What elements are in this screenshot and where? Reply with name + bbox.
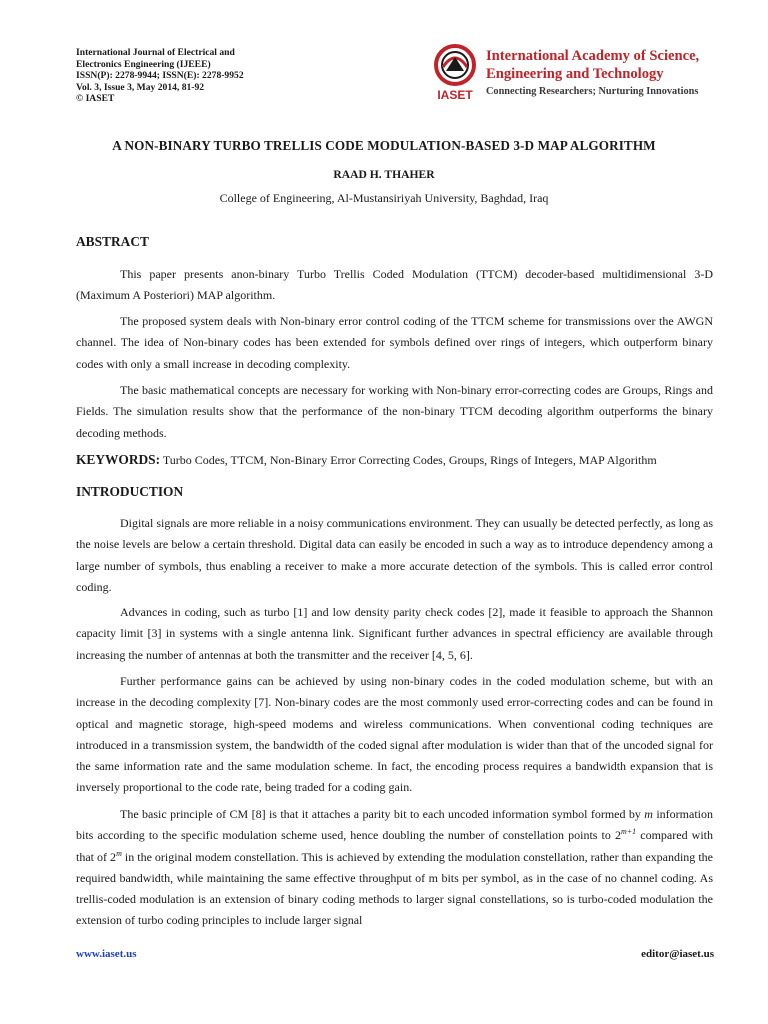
journal-info — [76, 47, 376, 105]
keywords-list: Turbo Codes, TTCM, Non-Binary Error Correcting Codes, Groups, Rings of Integers, MAP Algorithm — [160, 453, 657, 467]
intro-p4-part-b: information bits according to the specific modulation scheme used, hence doubling the number of constellation points to 2 — [76, 807, 713, 843]
footer-email: editor@iaset.us — [641, 948, 714, 960]
paper-title: A NON-BINARY TURBO TRELLIS CODE MODULATION-BASED 3-D MAP ALGORITHM — [112, 138, 656, 153]
intro-p4-part-c: compared with that of 2 — [76, 828, 713, 864]
iaset-emblem-icon — [426, 43, 484, 103]
intro-paragraph-4 — [76, 804, 713, 932]
author-name: RAAD H. THAHER — [333, 168, 435, 181]
emblem-text: IASET — [437, 88, 473, 102]
journal-volume: Vol. 3, Issue 3, May 2014, 81-92 — [76, 81, 205, 93]
abstract-paragraph-3: The basic mathematical concepts are necessary for working with Non-binary error-correcting codes are Groups, Rings and Fields. The simulation results show that the performance of the non-binary TTCM decoding algorithm outperforms the binary decoding methods. — [76, 383, 713, 440]
intro-p4-exponent-2: m — [116, 848, 122, 858]
publisher-name-line1: International Academy of Science, — [486, 48, 700, 64]
intro-p4-part-a: The basic principle of CM [8] is that it attaches a parity bit to each uncoded information symbol formed by — [120, 807, 645, 821]
introduction-heading: INTRODUCTION — [76, 484, 184, 499]
abstract-paragraph-2: The proposed system deals with Non-binary error control coding of the TTCM scheme for transmissions over the AWGN channel. The idea of Non-binary codes has been extended for symbols defined over rings of integers, which outperform binary codes with only a small increase in decoding complexity. — [76, 314, 713, 371]
intro-p4-exponent-1: m+1 — [620, 827, 637, 837]
keywords — [76, 452, 736, 468]
publisher-tagline: Connecting Researchers; Nurturing Innovations — [486, 86, 699, 97]
footer-website-link[interactable]: www.iaset.us — [76, 948, 137, 960]
intro-p4-variable-m: m — [644, 807, 653, 821]
intro-p4-part-d: in the original modem constellation. This is achieved by extending the modulation constellation, rather than expanding the required bandwidth, while maintaining the same effective throughput of m bits per symbol, as in the case of no channel coding. As trellis-coded modulation is an extension of binary coding methods to larger signal constellations, so is turbo-coded modulation the extension of turbo coding principles to include larger signal — [76, 849, 713, 928]
intro-paragraph-1: Digital signals are more reliable in a noisy communications environment. They can usually be detected perfectly, as long as the noise levels are below a certain threshold. Digital data can easily be encoded in such a way as to introduce dependency among a large number of symbols, thus enabling a receiver to make a more accurate detection of the symbols. This is called error control coding. — [76, 516, 713, 594]
publisher-name-line2: Engineering and Technology — [486, 66, 664, 82]
journal-name-line1: International Journal of Electrical and — [76, 47, 235, 58]
journal-copyright: © IASET — [76, 93, 115, 105]
keywords-label: KEYWORDS: — [76, 452, 161, 467]
publisher-logo — [426, 43, 726, 109]
intro-paragraph-3: Further performance gains can be achieved by using non-binary codes in the coded modulation scheme, but with an increase in the decoding complexity [7]. Non-binary codes are the most commonly used error-correcting codes and can be found in optical and magnetic storage, high-speed modems and wireless communications. When conventional coding techniques are introduced in a transmission system, the bandwidth of the coded signal after modulation is wider than that of the uncoded signal for the same information rate and the same modulation scheme. In fact, the encoding process requires a bandwidth expansion that is inversely proportional to the code rate, being traded for a coding gain. — [76, 674, 713, 795]
journal-name-line2: Electronics Engineering (IJEEE) — [76, 58, 211, 70]
abstract-heading: ABSTRACT — [76, 234, 149, 249]
journal-issn: ISSN(P): 2278-9944; ISSN(E): 2278-9952 — [76, 70, 244, 82]
abstract-paragraph-1: This paper presents anon-binary Turbo Trellis Coded Modulation (TTCM) decoder-based multidimensional 3-D (Maximum A Posteriori) MAP algorithm. — [76, 267, 713, 303]
intro-paragraph-2: Advances in coding, such as turbo [1] and low density parity check codes [2], made it feasible to approach the Shannon capacity limit [3] in systems with a single antenna link. Significant further advances in spectral efficiency are available through increasing the number of antennas at both the transmitter and the receiver [4, 5, 6]. — [76, 605, 713, 662]
author-affiliation: College of Engineering, Al-Mustansiriyah University, Baghdad, Iraq — [219, 191, 549, 205]
